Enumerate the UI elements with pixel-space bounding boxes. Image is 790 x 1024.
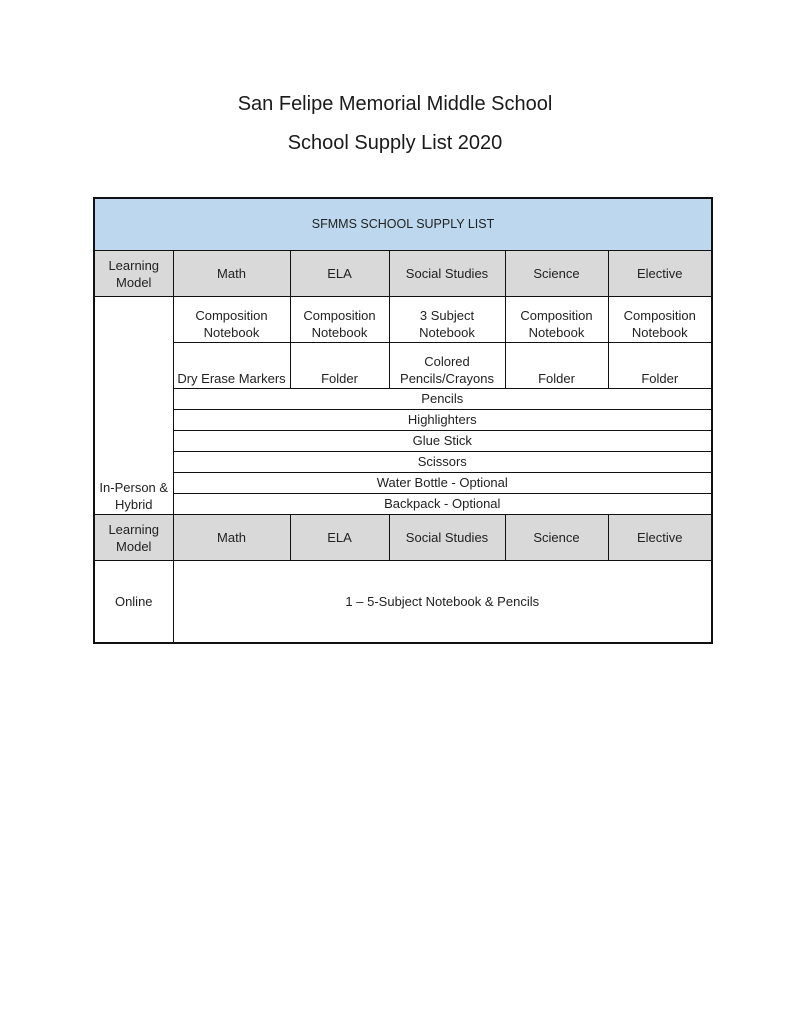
header-social-studies: Social Studies: [389, 515, 505, 561]
common-item-highlighters: Highlighters: [173, 410, 712, 431]
in-person-model-label: In-Person & Hybrid: [94, 297, 173, 515]
common-item-row: [94, 389, 712, 410]
common-item-glue-stick: Glue Stick: [173, 431, 712, 452]
social-studies-item-2: Colored Pencils/Crayons: [389, 343, 505, 389]
social-studies-item-1: 3 Subject Notebook: [389, 297, 505, 343]
in-person-item-row-1: [94, 297, 712, 343]
online-items: 1 – 5-Subject Notebook & Pencils: [173, 561, 712, 644]
common-item-scissors: Scissors: [173, 452, 712, 473]
common-item-pencils: Pencils: [173, 389, 712, 410]
common-item-water-bottle: Water Bottle - Optional: [173, 473, 712, 494]
header-row: [94, 251, 712, 297]
math-item-1: Composition Notebook: [173, 297, 290, 343]
header-ela: ELA: [290, 515, 389, 561]
in-person-item-row-2: [94, 343, 712, 389]
ela-item-1: Composition Notebook: [290, 297, 389, 343]
school-name-heading: San Felipe Memorial Middle School: [237, 93, 553, 115]
header-elective: Elective: [608, 515, 712, 561]
common-item-row: [94, 494, 712, 515]
header-elective: Elective: [608, 251, 712, 297]
online-row: [94, 561, 712, 644]
math-item-2: Dry Erase Markers: [173, 343, 290, 389]
science-item-1: Composition Notebook: [505, 297, 608, 343]
elective-item-1: Composition Notebook: [608, 297, 712, 343]
header-social-studies: Social Studies: [389, 251, 505, 297]
elective-item-2: Folder: [608, 343, 712, 389]
table-banner: SFMMS SCHOOL SUPPLY LIST: [94, 198, 712, 251]
header-science: Science: [505, 515, 608, 561]
ela-item-2: Folder: [290, 343, 389, 389]
common-item-backpack: Backpack - Optional: [173, 494, 712, 515]
supply-list-title: School Supply List 2020: [287, 132, 503, 154]
header-math: Math: [173, 251, 290, 297]
common-item-row: [94, 473, 712, 494]
header-science: Science: [505, 251, 608, 297]
header-ela: ELA: [290, 251, 389, 297]
header-learning-model: Learning Model: [94, 251, 173, 297]
common-item-row: [94, 431, 712, 452]
header-learning-model: Learning Model: [94, 515, 173, 561]
banner-row: [94, 198, 712, 251]
common-item-row: [94, 452, 712, 473]
supply-list-table: [93, 197, 713, 644]
header-row-repeat: [94, 515, 712, 561]
common-item-row: [94, 410, 712, 431]
online-model-label: Online: [94, 561, 173, 644]
header-math: Math: [173, 515, 290, 561]
science-item-2: Folder: [505, 343, 608, 389]
